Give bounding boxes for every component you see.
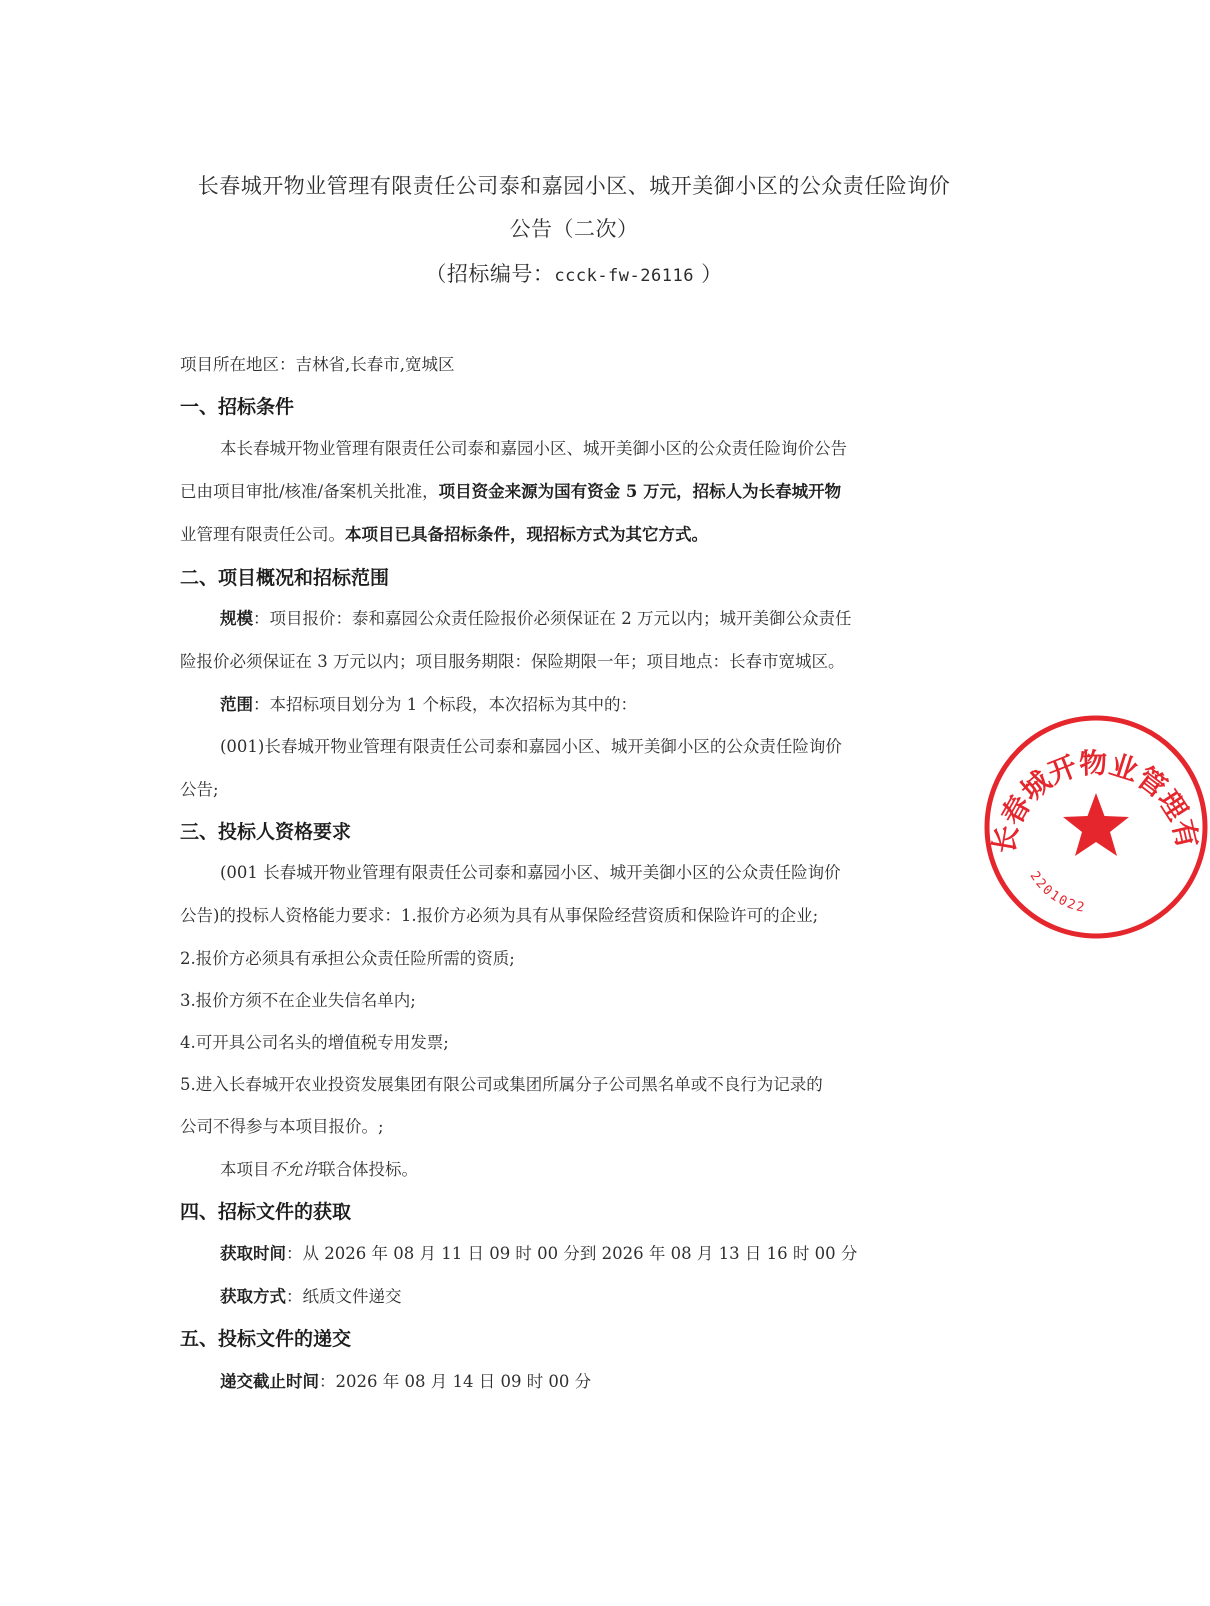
s1-line2a: 已由项目审批/核准/备案机关批准， — [180, 482, 439, 501]
seal-star-icon — [1063, 793, 1129, 856]
s2-scale-line1 — [220, 608, 970, 630]
tender-number-suffix: ） — [693, 262, 723, 286]
s1-line3a: 业管理有限责任公司。 — [180, 525, 345, 544]
tender-number-prefix: （招标编号： — [425, 262, 555, 286]
location-label: 项目所在地区： — [180, 355, 296, 374]
document-title-line2: 公告（二次） — [509, 217, 639, 241]
section-heading-5: 五、投标文件的递交 — [180, 1328, 352, 1350]
s3-consortium — [220, 1159, 970, 1181]
s5-deadline-line — [220, 1371, 970, 1393]
s3-line5: 4.可开具公司名头的增值税专用发票; — [180, 1033, 449, 1052]
s2-range-line — [220, 694, 970, 716]
s1-line1: 本长春城开物业管理有限责任公司泰和嘉园小区、城开美御小区的公众责任险询价公告 — [220, 439, 847, 458]
section-heading-3: 三、投标人资格要求 — [180, 821, 352, 843]
consortium-a: 本项目 — [220, 1160, 270, 1179]
s3-line3: 2.报价方必须具有承担公众责任险所需的资质; — [180, 949, 515, 968]
tender-number-value: ccck-fw-26116 — [554, 266, 694, 286]
s1-line2b: 项目资金来源为国有资金 5 万元，招标人为长春城开物 — [438, 482, 842, 501]
section-heading-4: 四、招标文件的获取 — [180, 1201, 352, 1223]
s2-lot-line2: 公告; — [180, 780, 219, 799]
s1-line3b: 本项目已具备招标条件，现招标方式为其它方式。 — [345, 525, 708, 544]
project-location — [180, 354, 970, 376]
s2-lot-line1: (001)长春城开物业管理有限责任公司泰和嘉园小区、城开美御小区的公众责任险询价 — [220, 737, 842, 756]
s2-scale-line2: 险报价必须保证在 3 万元以内；项目服务期限：保险期限一年；项目地点：长春市宽城区。 — [180, 652, 845, 671]
s3-line2: 公告)的投标人资格能力要求：1.报价方必须为具有从事保险经营资质和保险许可的企业; — [180, 906, 819, 925]
scale-text1: ：项目报价：泰和嘉园公众责任险报价必须保证在 2 万元以内；城开美御公众责任 — [253, 609, 852, 628]
time-value: ：从 2026 年 08 月 11 日 09 时 00 分到 2026 年 08 月 13 日 16 时 00 分 — [286, 1244, 858, 1263]
s3-line7: 公司不得参与本项目报价。; — [180, 1117, 384, 1136]
s3-line1: (001 长春城开物业管理有限责任公司泰和嘉园小区、城开美御小区的公众责任险询价 — [220, 863, 841, 882]
method-value: ：纸质文件递交 — [286, 1287, 402, 1306]
consortium-b: 不允许 — [269, 1160, 319, 1179]
company-seal — [980, 715, 1210, 945]
range-label: 范围 — [220, 695, 253, 714]
location-value: 吉林省,长春市,宽城区 — [295, 355, 455, 374]
consortium-c: 联合体投标。 — [319, 1160, 418, 1179]
document-title-line1: 长春城开物业管理有限责任公司泰和嘉园小区、城开美御小区的公众责任险询价 — [197, 174, 951, 198]
range-text: ：本招标项目划分为 1 个标段，本次招标为其中的： — [253, 695, 637, 714]
s3-line4: 3.报价方须不在企业失信名单内; — [180, 991, 416, 1010]
s1-line2 — [180, 481, 970, 503]
s4-time-line — [220, 1243, 970, 1265]
scale-label: 规模 — [220, 609, 253, 628]
s4-method-line — [220, 1286, 970, 1308]
seal-code: 2201022 — [1026, 868, 1088, 917]
s1-line3 — [180, 524, 970, 546]
deadline-value: ：2026 年 08 月 14 日 09 时 00 分 — [319, 1372, 592, 1391]
seal-arc-text: 长春城开物业管理有 — [987, 746, 1205, 857]
tender-number — [0, 258, 1148, 288]
method-label: 获取方式 — [220, 1287, 286, 1306]
section-heading-2: 二、项目概况和招标范围 — [180, 567, 390, 589]
deadline-label: 递交截止时间 — [220, 1372, 319, 1391]
time-label: 获取时间 — [220, 1244, 286, 1263]
s3-line6: 5.进入长春城开农业投资发展集团有限公司或集团所属分子公司黑名单或不良行为记录的 — [180, 1075, 823, 1094]
section-heading-1: 一、招标条件 — [180, 396, 295, 418]
